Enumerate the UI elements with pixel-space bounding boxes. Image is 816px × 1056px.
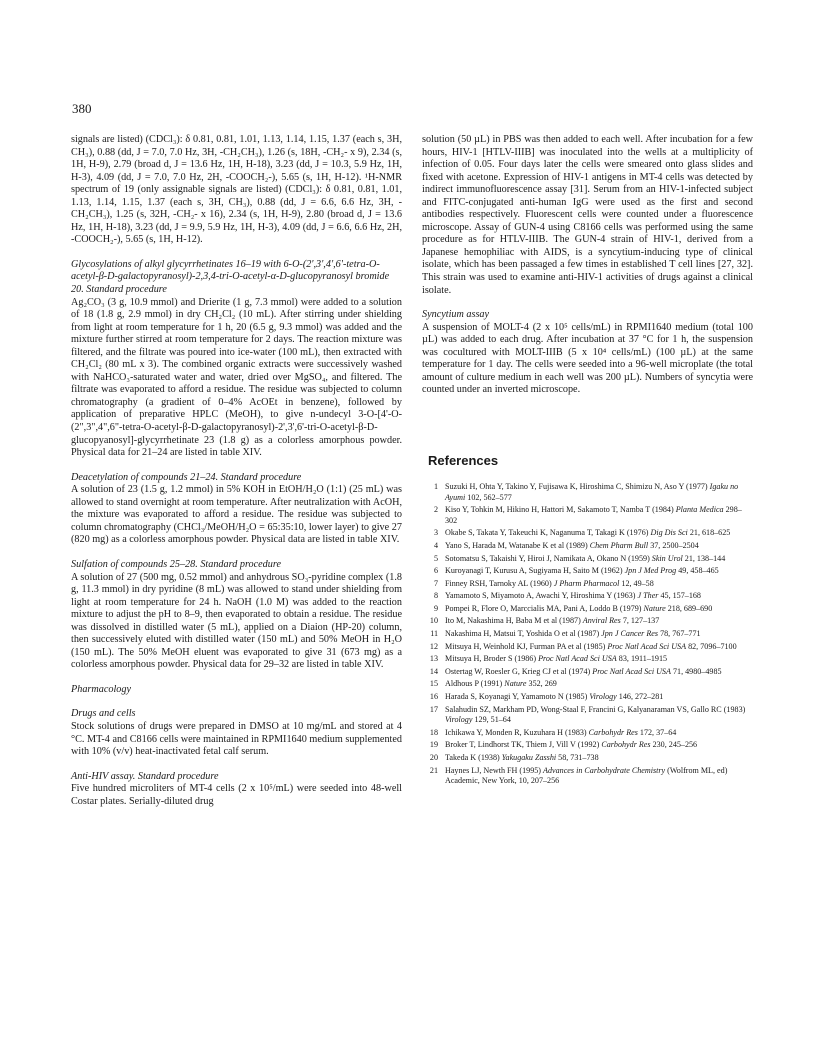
reference-item: [422, 629, 753, 640]
reference-authors: Broker T, Lindhorst TK, Thiem J, Vill V (1992): [445, 740, 600, 750]
reference-number: 2: [433, 505, 438, 515]
section-heading: Deacetylation of compounds 21–24. Standard procedure: [71, 471, 302, 483]
reference-journal: Nature: [504, 679, 527, 689]
reference-details: 78, 767–771: [660, 629, 701, 639]
reference-journal: J Ther: [637, 591, 659, 601]
reference-details: 49, 458–465: [678, 566, 719, 576]
reference-authors: Sotomatsu S, Takaishi Y, Hiroi J, Namikata A, Okano N (1959): [445, 553, 650, 563]
reference-item: [422, 528, 753, 539]
body-paragraph: A solution of 27 (500 mg, 0.52 mmol) and anhydrous SO₃-pyridine complex (1.8 g, 11.3 mmol) in dry pyridine (8 mL) was allowed to stand under shielding from light at room temperature for 24 h. NaOH (1.0 M) was added to the reaction mixture to adjust the pH to 8–9, then evaporated to obtain a residue. The residue was dissolved in distilled water (5 mL), applied on a Diaion (HP-20) column, then successively eluted with distilled water (150 mL) and 50% MeOH in H₂O (150 mL). The 50% MeOH eluent was evaporated to give 31 (673 mg) as a colorless amorphous powder. Physical data for 29–32 are listed in table XIV.: [71, 571, 402, 671]
reference-details: 58, 731–738: [558, 753, 599, 762]
section-heading: Anti-HIV assay. Standard procedure: [71, 770, 219, 782]
reference-details: 218, 689–690: [667, 603, 713, 613]
reference-number: 21: [429, 765, 438, 775]
reference-authors: Kuroyanagi T, Kurusu A, Sugiyama H, Saito M (1962): [445, 566, 623, 576]
reference-number: 7: [433, 578, 438, 588]
reference-number: 6: [433, 566, 438, 576]
reference-item: [422, 541, 753, 552]
reference-text: [445, 604, 753, 615]
reference-text: [445, 554, 753, 565]
reference-details: 352, 269: [528, 679, 557, 689]
body-paragraph: A suspension of MOLT-4 (2 x 10⁵ cells/mL) in RPMI1640 medium (total 100 µL) was added to each drug. After incubation at 37 °C for 1 h, the suspension was cocultured with MOLT-IIIB (5 x 10⁴ cells/mL) (100 µL) at the same temperature for 1 day. The cells were seeded into a 96-well microplate (the total amount of culture medium in each well was 200 µL). Numbers of syncytia were counted under an inverted microscope.: [422, 321, 753, 396]
reference-journal: Planta Medica: [675, 505, 724, 515]
section-heading: Syncytium assay: [422, 309, 490, 321]
reference-text: [445, 753, 753, 764]
reference-item: [422, 591, 753, 602]
body-paragraph: A solution of 23 (1.5 g, 1.2 mmol) in 5% KOH in EtOH/H₂O (1:1) (25 mL) was allowed to stand overnight at room temperature. After neutralization with AcOH, the mixture was evaporated to afford a residue. The residue was subjected to column chromatography (CHCl₃/MeOH/H₂O = 65:35:10, lower layer) to give 27 (820 mg) as a colorless amorphous powder. Physical data are listed in table XIV.: [71, 484, 402, 546]
reference-number: 18: [429, 727, 438, 737]
reference-item: [422, 740, 753, 751]
reference-text: [445, 692, 753, 703]
reference-authors: Suzuki H, Ohta Y, Takino Y, Fujisawa K, Hiroshima C, Shimizu N, Aso Y (1977): [445, 481, 708, 491]
reference-details: 298–302: [445, 505, 742, 525]
reference-item: [422, 604, 753, 615]
reference-authors: Kiso Y, Tohkin M, Hikino H, Hattori M, Sakamoto T, Namba T (1984): [445, 505, 674, 515]
reference-item: [422, 753, 753, 764]
reference-number: 20: [429, 753, 438, 762]
right-column-body: [422, 134, 753, 397]
reference-journal: Skin Urol: [651, 553, 683, 563]
section-gap: [71, 672, 402, 684]
section-heading: Pharmacology: [71, 683, 131, 695]
reference-number: 13: [429, 654, 438, 664]
reference-details: 129, 51–64: [474, 715, 511, 725]
reference-details: 37, 2500–2504: [650, 540, 699, 550]
reference-number: 10: [429, 616, 438, 626]
reference-authors: Mitsuya H, Broder S (1986): [445, 654, 537, 664]
reference-text: [445, 482, 753, 503]
body-paragraph: Five hundred microliters of MT-4 cells (2 x 10⁵/mL) were seeded into 48-well Costar plates. Serially-diluted drug: [71, 783, 402, 807]
reference-item: [422, 616, 753, 627]
left-column: [71, 134, 402, 808]
section-gap: [71, 247, 402, 259]
reference-details: 71, 4980–4985: [672, 666, 722, 676]
reference-journal: Proc Natl Acad Sci USA: [538, 654, 617, 664]
references-list: [422, 482, 753, 787]
reference-number: 5: [433, 553, 438, 563]
reference-authors: Aldhous P (1991): [445, 679, 503, 689]
reference-journal: Proc Natl Acad Sci USA: [592, 666, 671, 676]
reference-details: (Wolfrom ML, ed) Academic, New York, 10, 207–256: [445, 765, 728, 786]
reference-authors: Yano S, Harada M, Watanabe K et al (1989): [445, 540, 588, 550]
body-paragraph: solution (50 µL) in PBS was then added to each well. After incubation for a few hours, HIV-1 [HTLV-IIIB] was inoculated into the wells at a multiplicity of infection of 0.05. Four days later the cells were smeared onto glass slides and fixed with acetone. Expression of HIV-1 antigens in MT-4 cells was detected by indirect immunofluorescence assay [31]. Serum from an HIV-1-infected subject and FITC-conjugated anti-human IgG were used as the first and second antibodies respectively. Fluorescent cells were counted under a fluorescence microscope. Assay of GUN-4 using C8166 cells was performed using the same procedure as for HTLV-IIIB. The GUN-4 strain of HIV-1, derived from a Japanese hemophiliac with AIDS, is a syncytium-inducing type of clinical isolate, which has been passaged a few times in established T cell lines [27, 32]. This strain was used to examine anti-HIV-1 activities of drugs against a clinical isolate.: [422, 134, 753, 296]
reference-item: [422, 766, 753, 787]
reference-item: [422, 705, 753, 726]
section-gap: [71, 460, 402, 472]
reference-details: 21, 618–625: [689, 528, 731, 538]
reference-number: 1: [433, 481, 438, 491]
reference-item: [422, 505, 753, 526]
reference-journal: Igaku no Ayumi: [445, 481, 739, 502]
reference-details: 7, 127–137: [622, 616, 660, 626]
reference-item: [422, 554, 753, 565]
reference-authors: Pompei R, Flore O, Marccialis MA, Pani A, Loddo B (1979): [445, 603, 642, 613]
reference-details: 45, 157–168: [660, 591, 701, 601]
section-gap: [71, 547, 402, 559]
reference-text: [445, 566, 753, 577]
reference-authors: Ostertag W, Roesler G, Krieg CJ et al (1974): [445, 666, 591, 676]
reference-journal: Jpn J Med Prog: [624, 566, 677, 576]
reference-authors: Mitsuya H, Weinhold KJ, Furman PA et al (1985): [445, 641, 606, 651]
body-paragraph: Stock solutions of drugs were prepared in DMSO at 10 mg/mL and stored at 4 °C. MT-4 and C8166 cells were maintained in RPMI1640 medium supplemented with 10% (v/v) heat-inactivated fetal calf serum.: [71, 720, 402, 758]
reference-item: [422, 728, 753, 739]
reference-number: 9: [433, 603, 438, 613]
reference-number: 16: [429, 692, 438, 702]
reference-item: [422, 692, 753, 703]
reference-text: [445, 667, 753, 678]
reference-item: [422, 654, 753, 665]
reference-journal: Virology: [445, 715, 473, 725]
reference-journal: Yakugaku Zasshi: [501, 753, 557, 762]
reference-number: 14: [429, 666, 438, 676]
reference-journal: Carbohydr Res: [601, 740, 651, 750]
reference-journal: Jpn J Cancer Res: [601, 629, 659, 639]
reference-authors: Ito M, Nakashima H, Baba M et al (1987): [445, 616, 581, 626]
reference-journal: Dig Dis Sci: [650, 528, 688, 538]
reference-authors: Okabe S, Takata Y, Takeuchi K, Naganuma T, Takagi K (1976): [445, 528, 649, 538]
page-number: 380: [72, 101, 92, 116]
section-heading: Drugs and cells: [71, 708, 136, 720]
reference-authors: Haynes LJ, Newth FH (1995): [445, 765, 541, 775]
reference-text: [445, 616, 753, 627]
reference-number: 11: [430, 629, 438, 639]
reference-number: 12: [429, 641, 438, 651]
reference-journal: Nature: [643, 603, 666, 613]
section-heading: Glycosylations of alkyl glycyrrhetinates 16–19 with 6-O-(2',3',4',6'-tetra-O-acetyl-β-D-galactopyranosyl)-2,3,4-tri-O-acetyl-α-D-glucopyranosyl bromide 20. Standard procedure: [71, 258, 390, 296]
reference-authors: Salahudin SZ, Markham PD, Wong-Staal F, Francini G, Kalyanaraman VS, Gallo RC (1983): [445, 704, 746, 714]
reference-journal: Virology: [589, 692, 617, 702]
reference-number: 4: [433, 540, 438, 550]
reference-text: [445, 679, 753, 690]
references-heading: References: [428, 452, 499, 468]
reference-number: 8: [433, 591, 438, 601]
section-gap: [71, 759, 402, 771]
body-paragraph: signals are listed) (CDCl₃): δ 0.81, 0.81, 1.01, 1.13, 1.14, 1.15, 1.37 (each s, 3H, CH₃), 0.88 (dd, J = 7.0, 7.0 Hz, 3H, -CH₂CH₃), 1.26 (s, 18H, -CH₂- x 9), 2.34 (s, 1H, H-9), 2.79 (broad d, J = 13.6 Hz, 1H, H-18), 3.23 (dd, J = 10.3, 5.9 Hz, 1H, H-3), 4.09 (dd, J = 7.0, 7.0 Hz, 2H, -COOCH₂-), 5.65 (s, 1H, H-12). ¹H-NMR spectrum of 19 (only assignable signals are listed) (CDCl₃): δ 0.81, 0.81, 1.01, 1.13, 1.14, 1.15, 1.37 (each s, 3H, CH₃), 0.88 (dd, J = 6.6, 6.6 Hz, 3H, -CH₂CH₃), 1.25 (s, 32H, -CH₂- x 16), 2.34 (s, 1H, H-9), 2.80 (broad d, J = 13.6 Hz, 1H, H-18), 3.23 (dd, J = 9.9, 5.9 Hz, 1H, H-3), 4.09 (dd, J = 6.6, 6.6 Hz, 2H, -COOCH₂-), 5.65 (s, 1H, H-12).: [71, 134, 402, 246]
reference-authors: Harada S, Koyanagi Y, Yamamoto N (1985): [445, 692, 588, 702]
section-gap: [422, 297, 753, 309]
reference-text: [445, 766, 753, 787]
reference-details: 21, 138–144: [684, 553, 726, 563]
reference-details: 102, 562–577: [467, 492, 512, 502]
reference-authors: Takeda K (1938): [445, 753, 500, 762]
reference-details: 12, 49–58: [621, 578, 654, 588]
right-column: [422, 134, 753, 789]
reference-text: [445, 579, 753, 590]
reference-item: [422, 579, 753, 590]
reference-journal: Chem Pharm Bull: [589, 540, 649, 550]
reference-text: [445, 705, 753, 726]
reference-authors: Yamamoto S, Miyamoto A, Awachi Y, Hiroshima Y (1963): [445, 591, 636, 601]
reference-number: 3: [433, 528, 438, 538]
reference-journal: Carbohydr Res: [588, 727, 638, 737]
reference-journal: Advances in Carbohydrate Chemistry: [543, 765, 666, 775]
reference-details: 172, 37–64: [639, 727, 677, 737]
reference-number: 19: [429, 740, 438, 750]
reference-authors: Ichikawa Y, Monden R, Kuzuhara H (1983): [445, 727, 587, 737]
reference-item: [422, 642, 753, 653]
reference-item: [422, 667, 753, 678]
reference-text: [445, 629, 753, 640]
reference-item: [422, 566, 753, 577]
section-gap: [71, 696, 402, 708]
section-heading: Sulfation of compounds 25–28. Standard procedure: [71, 558, 281, 570]
reference-journal: Anviral Res: [582, 616, 621, 626]
reference-details: 230, 245–256: [652, 740, 698, 750]
reference-text: [445, 591, 753, 602]
reference-text: [445, 528, 753, 539]
reference-authors: Nakashima H, Matsui T, Yoshida O et al (1987): [445, 629, 600, 639]
reference-number: 15: [429, 679, 438, 689]
reference-text: [445, 642, 753, 653]
reference-authors: Finney RSH, Tarnoky AL (1960): [445, 578, 552, 588]
reference-item: [422, 482, 753, 503]
reference-text: [445, 654, 753, 665]
reference-text: [445, 541, 753, 552]
reference-details: 83, 1911–1915: [618, 654, 668, 664]
body-paragraph: Ag₂CO₃ (3 g, 10.9 mmol) and Drierite (1 g, 7.3 mmol) were added to a solution of 18 (1.8 g, 2.9 mmol) in dry CH₂Cl₂ (10 mL). After stirring under shielding from light at room temperature for 1 h, 20 (6.5 g, 9.3 mmol) was added and the mixture further stirred at room temperature for 2 days. The reaction mixture was filtered, and the filtrate was poured into ice-water (100 mL), then extracted with CH₂Cl₂ (80 mL x 3). The combined organic extracts were successively washed with NaHCO₃-saturated water and water, dried over MgSO₄, and filtered. The filtrate was evaporated to afford a residue. The residue was subjected to column chromatography (a gradient of 0–4% AcOEt in benzene), followed by application of preparative HPLC (MeOH), to give n-undecyl 3-O-[4'-O-(2",3",4",6"-tetra-O-acetyl-β-D-galactopyranosyl)-2',3',6'-tri-O-acetyl-β-D-glucopyanosyl]-glycyrrhetinate 23 (1.8 g) as a colorless amorphous powder. Physical data for 21–24 are listed in table XIV.: [71, 296, 402, 459]
reference-text: [445, 728, 753, 739]
reference-text: [445, 740, 753, 751]
reference-journal: Proc Natl Acad Sci USA: [607, 641, 687, 651]
reference-details: 146, 272–281: [618, 692, 664, 702]
reference-item: [422, 679, 753, 690]
reference-text: [445, 505, 753, 526]
reference-journal: J Pharm Pharmacol: [553, 578, 620, 588]
reference-number: 17: [429, 704, 438, 714]
reference-details: 82, 7096–7100: [688, 641, 737, 651]
